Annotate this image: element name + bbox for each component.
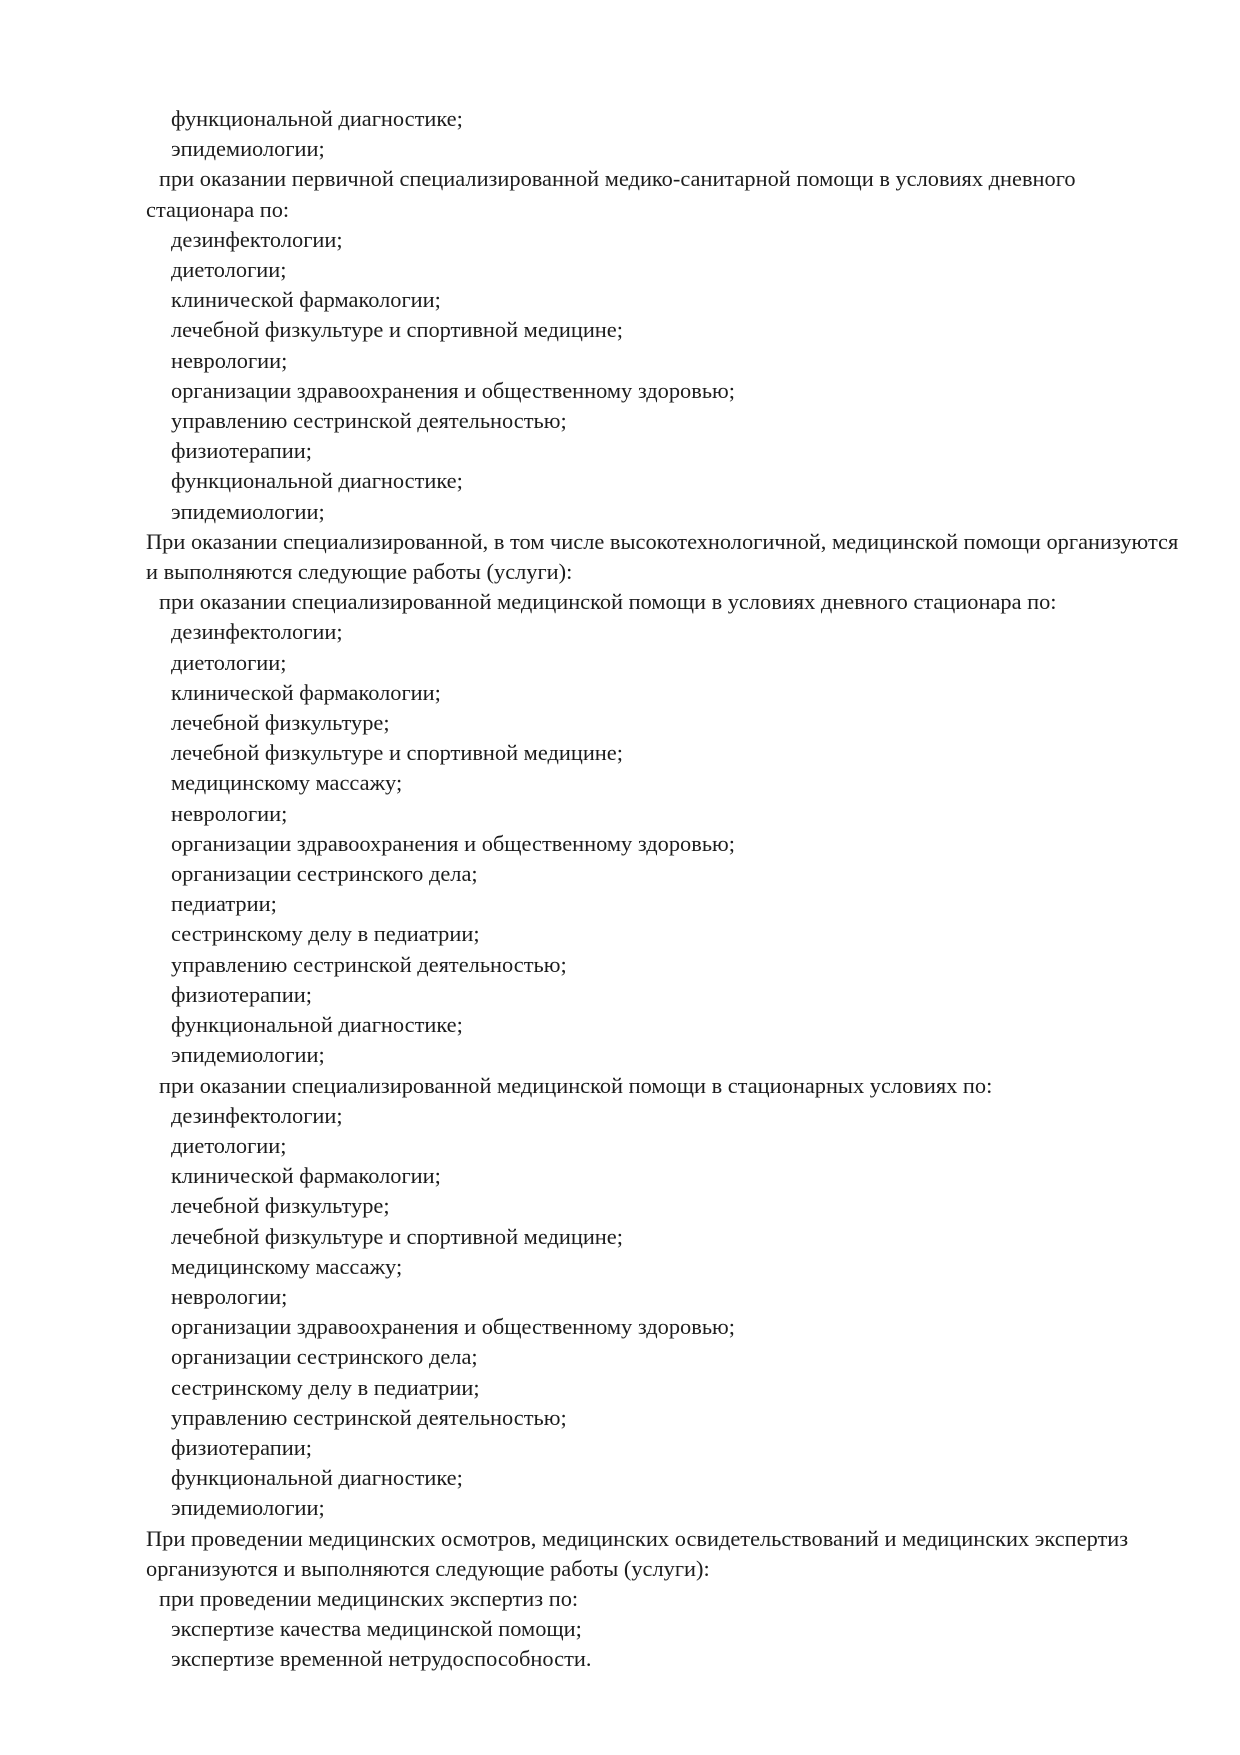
document-line: эпидемиологии; — [171, 1495, 325, 1521]
document-line: неврологии; — [171, 347, 288, 373]
document-line: организации сестринского дела; — [171, 861, 478, 887]
document-line: физиотерапии; — [171, 1434, 312, 1460]
document-line: функциональной диагностике; — [171, 1012, 463, 1038]
document-line: эпидемиологии; — [171, 136, 325, 162]
document-line: физиотерапии; — [171, 438, 312, 464]
document-line: клинической фармакологии; — [171, 1163, 441, 1189]
document-line: диетологии; — [171, 257, 287, 283]
document-line: лечебной физкультуре и спортивной медицине; — [171, 1223, 623, 1249]
document-line: эпидемиологии; — [171, 498, 325, 524]
document-line: управлению сестринской деятельностью; — [171, 408, 567, 434]
document-line: управлению сестринской деятельностью; — [171, 951, 567, 977]
document-line: организации здравоохранения и общественному здоровью; — [171, 1314, 735, 1340]
document-line: диетологии; — [171, 649, 287, 675]
document-line: дезинфектологии; — [171, 619, 343, 645]
document-line: диетологии; — [171, 1132, 287, 1158]
document-line: экспертизе временной нетрудоспособности. — [171, 1646, 592, 1672]
document-line: организации здравоохранения и общественному здоровью; — [171, 377, 735, 403]
document-line: лечебной физкультуре; — [171, 710, 390, 736]
document-line: лечебной физкультуре; — [171, 1193, 390, 1219]
document-line: экспертизе качества медицинской помощи; — [171, 1616, 582, 1642]
document-line: медицинскому массажу; — [171, 770, 403, 796]
document-line: При проведении медицинских осмотров, медицинских освидетельствований и медицинских экспертиз организуются и выполняются следующие работы (услуги): — [146, 1525, 1129, 1581]
document-line: лечебной физкультуре и спортивной медицине; — [171, 317, 623, 343]
document-body — [146, 104, 1186, 1675]
document-line: лечебной физкультуре и спортивной медицине; — [171, 740, 623, 766]
document-line: при проведении медицинских экспертиз по: — [159, 1585, 579, 1611]
document-line: управлению сестринской деятельностью; — [171, 1404, 567, 1430]
document-line: При оказании специализированной, в том числе высокотехнологичной, медицинской помощи организуются и выполняются следующие работы (услуги): — [146, 528, 1179, 585]
document-line: педиатрии; — [171, 891, 277, 917]
document-line: неврологии; — [171, 1283, 288, 1309]
document-line: при оказании специализированной медицинской помощи в стационарных условиях по: — [159, 1072, 993, 1098]
document-line: дезинфектологии; — [171, 1102, 343, 1128]
document-line: эпидемиологии; — [171, 1042, 325, 1068]
document-line: дезинфектологии; — [171, 226, 343, 252]
document-line: сестринскому делу в педиатрии; — [171, 1374, 480, 1400]
document-line: функциональной диагностике; — [171, 106, 463, 131]
document-line: медицинскому массажу; — [171, 1253, 403, 1279]
document-line: физиотерапии; — [171, 981, 312, 1007]
document-line: сестринскому делу в педиатрии; — [171, 921, 480, 947]
document-line: организации сестринского дела; — [171, 1344, 478, 1370]
document-line: неврологии; — [171, 800, 288, 826]
document-line: клинической фармакологии; — [171, 287, 441, 313]
document-line: функциональной диагностике; — [171, 1465, 463, 1491]
document-line: клинической фармакологии; — [171, 679, 441, 705]
document-line: организации здравоохранения и общественному здоровью; — [171, 830, 735, 856]
document-line: при оказании первичной специализированной медико-санитарной помощи в условиях дневного стационара по: — [146, 166, 1076, 222]
document-line: при оказании специализированной медицинской помощи в условиях дневного стационара по: — [159, 589, 1057, 615]
document-line: функциональной диагностике; — [171, 468, 463, 494]
